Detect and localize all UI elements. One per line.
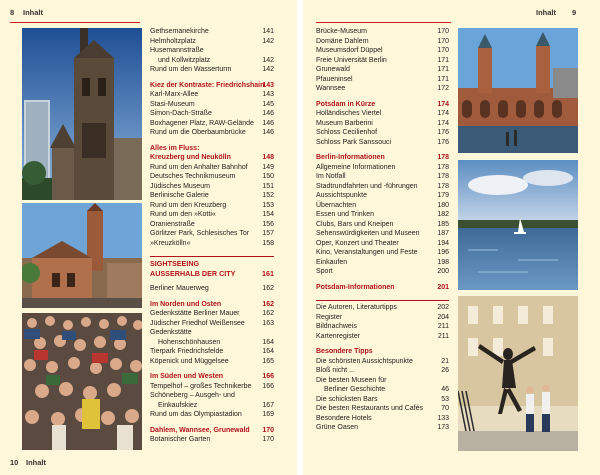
toc-right-entry <box>316 229 449 239</box>
toc-left-entry <box>150 46 274 56</box>
toc-right-entry-title: Pfaueninsel <box>316 75 353 83</box>
photo-memorial-church <box>22 28 142 200</box>
toc-right-entry-title: Register <box>316 313 343 321</box>
toc-right-section-rule <box>316 300 449 301</box>
toc-right-entry-title: Clubs, Bars und Kneipen <box>316 220 394 228</box>
toc-right-entry-page: 174 <box>437 100 449 108</box>
toc-left-section-heading <box>150 259 274 269</box>
toc-right-entry <box>316 27 449 37</box>
toc-left-entry <box>150 382 274 392</box>
toc-right-entry <box>316 220 449 230</box>
toc-right-entry-page: 176 <box>437 129 449 136</box>
toc-right-entry-title: Sport <box>316 268 333 275</box>
toc-left-entry-title: Deutsches Technikmuseum <box>150 173 236 180</box>
toc-right-entry <box>316 128 449 138</box>
toc-right-entry-title: Grüne Oasen <box>316 424 359 431</box>
toc-left-entry <box>150 191 274 201</box>
toc-left-entry-title: Alles im Fluss: <box>150 144 200 152</box>
toc-left-entry-title: Jüdisches Museum <box>150 182 210 190</box>
toc-left-section-heading <box>150 144 274 154</box>
toc-right-entry <box>316 366 449 376</box>
toc-right-entry-page: 185 <box>437 220 449 228</box>
toc-right-entry <box>316 395 449 405</box>
toc-left-entry-title: Oranienstraße <box>150 220 195 228</box>
toc-left-entry-page: 143 <box>262 91 274 98</box>
toc-right-entry-title: Übernachten <box>316 201 357 209</box>
toc-right-entry-title: Bildnachweis <box>316 323 357 330</box>
toc-right-entry <box>316 65 449 75</box>
toc-left-column <box>150 27 274 445</box>
toc-left-entry-page: 143 <box>262 81 274 89</box>
toc-right-entry-page: 171 <box>437 56 449 64</box>
toc-right-entry <box>316 322 449 332</box>
toc-left-entry <box>150 401 274 411</box>
toc-left-entry-title: Jüdischer Friedhof Weißensee <box>150 319 245 327</box>
toc-right-entry-title: Holländisches Viertel <box>316 110 382 117</box>
toc-left-entry-title: Stasi-Museum <box>150 100 195 108</box>
toc-right-entry-title: Besondere Tipps <box>316 348 373 355</box>
toc-left-section-heading <box>150 372 274 382</box>
toc-left-entry-title: Rund um den Anhalter Bahnhof <box>150 163 248 171</box>
toc-right-entry-page: 194 <box>437 239 449 247</box>
toc-left-entry-title: Dahlem, Wannsee, Grunewald <box>150 426 250 434</box>
toc-left-entry-page: 164 <box>262 338 274 346</box>
toc-left-entry-title: AUSSERHALB DER CITY <box>150 268 236 278</box>
toc-right-entry <box>316 313 449 323</box>
toc-right-entry-page: 171 <box>437 66 449 73</box>
toc-right-entry <box>316 56 449 66</box>
toc-right-entry <box>316 303 449 313</box>
toc-left-entry <box>150 347 274 357</box>
toc-left-section-rule <box>150 256 274 257</box>
toc-right-entry-page: 211 <box>437 323 449 330</box>
toc-right-column <box>316 27 449 433</box>
toc-right-entry <box>316 163 449 173</box>
toc-right-entry <box>316 267 449 277</box>
toc-left-entry <box>150 56 274 66</box>
photo-statue <box>458 296 578 451</box>
toc-left-entry-page: 146 <box>262 119 274 127</box>
toc-left-entry <box>150 128 274 138</box>
toc-right-entry-title: Aussichtspunkte <box>316 192 367 199</box>
toc-left-entry-page: 163 <box>262 319 274 327</box>
toc-right-entry-title: Domäne Dahlem <box>316 37 369 45</box>
toc-left-entry-page: 161 <box>262 268 274 278</box>
toc-left-entry-title: Rund um das Olympiastadion <box>150 411 242 418</box>
toc-left-section-heading <box>150 81 274 91</box>
toc-left-entry-title: Botanischer Garten <box>150 436 211 443</box>
toc-right-entry <box>316 191 449 201</box>
toc-left-entry-title: Einkaufskiez <box>158 401 198 409</box>
toc-right-entry-title: Museumsdorf Düppel <box>316 47 383 54</box>
toc-left-entry-page: 142 <box>262 66 274 73</box>
toc-left-entry-page: 164 <box>262 348 274 355</box>
toc-left-entry <box>150 435 274 445</box>
toc-left-entry-title: Tempelhof – großes Technikerbe <box>150 382 252 390</box>
header-rule-left <box>10 22 140 23</box>
toc-left-entry-page: 162 <box>262 310 274 317</box>
toc-right-entry-title: Die schicksten Bars <box>316 395 378 403</box>
toc-right-entry-page: 170 <box>437 37 449 45</box>
toc-right-entry-page: 198 <box>437 258 449 266</box>
toc-right-entry-title: Einkaufen <box>316 258 348 266</box>
toc-left-entry-page: 146 <box>262 110 274 117</box>
toc-left-entry-title: Hohenschönhausen <box>158 338 221 346</box>
toc-left-entry-title: Gedenkstätte <box>150 329 192 336</box>
toc-right-entry <box>316 414 449 424</box>
toc-right-entry-page: 46 <box>441 386 449 393</box>
toc-right-entry-page: 178 <box>437 154 449 161</box>
toc-right-entry-title: Grunewald <box>316 66 350 73</box>
toc-left-entry-title: Rund um den Wasserturm <box>150 66 232 73</box>
toc-left-entry-title: Rund um die Oberbaumbrücke <box>150 129 246 136</box>
page-number-right: 9 <box>572 8 577 17</box>
page-number-left: 8 <box>10 8 15 17</box>
toc-left-spacer <box>150 248 274 254</box>
toc-right-entry-title: Oper, Konzert und Theater <box>316 239 399 247</box>
toc-right-entry-page: 53 <box>441 395 449 403</box>
toc-left-entry <box>150 328 274 338</box>
toc-left-entry <box>150 201 274 211</box>
toc-left-entry <box>150 229 274 239</box>
running-head-left: Inhalt <box>23 8 43 17</box>
toc-left-entry-title: »Kreuzkölln« <box>150 239 191 247</box>
running-head-right: Inhalt <box>536 8 556 17</box>
oberbaum-bridge-image <box>458 28 578 153</box>
toc-right-entry-title: Besondere Hotels <box>316 414 372 422</box>
toc-right-entry-title: Im Notfall <box>316 173 346 180</box>
toc-right-entry-title: Museum Barberini <box>316 119 373 127</box>
toc-right-entry-title: Schloss Cecilienhof <box>316 129 378 136</box>
toc-left-entry-page: 169 <box>262 411 274 418</box>
toc-right-entry-page: 182 <box>437 211 449 218</box>
toc-right-entry-title: Potsdam in Kürze <box>316 100 376 108</box>
toc-left-entry-title: Simon-Dach-Straße <box>150 110 212 117</box>
toc-right-entry-page: 133 <box>437 414 449 422</box>
toc-right-entry <box>316 210 449 220</box>
toc-right-entry-title: Essen und Trinken <box>316 211 374 218</box>
toc-right-section-heading <box>316 283 449 293</box>
toc-left-entry-title: Im Süden und Westen <box>150 373 223 380</box>
toc-left-section-heading <box>150 426 274 436</box>
toc-left-entry <box>150 90 274 100</box>
toc-right-entry <box>316 182 449 192</box>
toc-left-entry <box>150 100 274 110</box>
toc-left-entry-title: Berliner Mauerweg <box>150 285 209 292</box>
toc-left-entry <box>150 357 274 367</box>
toc-right-section-heading <box>316 100 449 110</box>
toc-right-entry-page: 21 <box>441 357 449 365</box>
toc-left-entry-page: 150 <box>262 173 274 180</box>
toc-left-entry-page: 153 <box>262 201 274 209</box>
toc-left-entry <box>150 182 274 192</box>
statue-image <box>458 296 578 451</box>
toc-left-entry-page: 146 <box>262 129 274 136</box>
toc-left-entry <box>150 338 274 348</box>
header-rule-right <box>316 22 451 23</box>
footer-number-left: 10 <box>10 458 19 467</box>
toc-right-entry-page: 196 <box>437 249 449 256</box>
toc-right-entry <box>316 138 449 148</box>
toc-right-entry <box>316 201 449 211</box>
toc-left-entry-page: 141 <box>262 28 274 35</box>
toc-right-entry-title: Schloss Park Sanssouci <box>316 138 392 146</box>
toc-left-entry-page: 166 <box>262 382 274 390</box>
toc-right-entry-page: 176 <box>437 138 449 146</box>
toc-right-entry-title: Die Autoren, Literaturtipps <box>316 304 397 311</box>
toc-right-entry <box>316 376 449 386</box>
toc-left-entry-page: 162 <box>262 285 274 292</box>
toc-left-entry-title: Kreuzberg und Neukölln <box>150 154 231 161</box>
toc-left-entry-page: 158 <box>262 239 274 247</box>
crowd-image <box>22 313 142 450</box>
toc-left-entry <box>150 239 274 249</box>
toc-left-entry <box>150 319 274 329</box>
toc-right-entry-title: Berliner Geschichte <box>324 386 386 393</box>
toc-left-entry-page: 149 <box>262 163 274 171</box>
footer-label-left: Inhalt <box>26 458 46 467</box>
toc-right-entry-title: Freie Universität Berlin <box>316 56 387 64</box>
toc-left-entry-page: 165 <box>262 357 274 365</box>
toc-right-entry <box>316 46 449 56</box>
toc-left-entry-page: 157 <box>262 230 274 237</box>
toc-right-entry <box>316 404 449 414</box>
toc-left-entry-title: Gethsemanekirche <box>150 28 209 35</box>
toc-right-entry-page: 187 <box>437 230 449 237</box>
toc-left-entry-title: Görlitzer Park, Schlesisches Tor <box>150 230 250 237</box>
toc-left-entry-title: Köpenick und Müggelsee <box>150 357 229 365</box>
right-page <box>303 0 600 475</box>
toc-left-entry-title: Husemannstraße <box>150 47 204 54</box>
toc-left-entry <box>150 210 274 220</box>
toc-left-section-heading <box>150 300 274 310</box>
toc-right-section-heading <box>316 153 449 163</box>
toc-right-entry-page: 26 <box>441 367 449 374</box>
toc-right-entry-page: 70 <box>441 405 449 412</box>
toc-right-spacer <box>316 292 449 298</box>
toc-left-entry-page: 167 <box>262 401 274 409</box>
toc-right-entry-title: Bloß nicht ... <box>316 367 355 374</box>
toc-left-entry-page: 152 <box>262 192 274 199</box>
toc-right-entry-page: 171 <box>437 75 449 83</box>
toc-left-entry <box>150 391 274 401</box>
toc-left-entry <box>150 65 274 75</box>
toc-right-entry-title: Die besten Restaurants und Cafés <box>316 405 424 412</box>
left-page <box>0 0 297 475</box>
toc-left-entry-page: 170 <box>262 436 274 443</box>
toc-left-entry-page: 142 <box>262 37 274 45</box>
toc-right-entry-page: 178 <box>437 173 449 180</box>
toc-right-entry <box>316 357 449 367</box>
toc-right-entry-page: 201 <box>437 283 449 291</box>
toc-right-entry-page: 180 <box>437 201 449 209</box>
toc-right-entry-page: 204 <box>437 313 449 321</box>
toc-left-entry-title: Schöneberg – Ausgeh- und <box>150 392 235 399</box>
toc-left-entry-page: 170 <box>262 426 274 434</box>
toc-left-entry-title: Rund um den »Kotti« <box>150 211 216 218</box>
toc-left-entry-title: Tierpark Friedrichsfelde <box>150 348 224 355</box>
toc-right-entry <box>316 239 449 249</box>
toc-right-entry-title: Die schönsten Aussichtspunkte <box>316 357 413 365</box>
wannsee-lake-image <box>458 160 578 290</box>
toc-right-entry-title: Brücke-Museum <box>316 28 367 35</box>
photo-wannsee-lake <box>458 160 578 290</box>
toc-left-entry-page: 142 <box>262 56 274 64</box>
toc-right-entry-title: Wannsee <box>316 85 346 92</box>
toc-right-entry-title: Stadtrundfahrten und -führungen <box>316 182 418 190</box>
toc-right-entry-page: 173 <box>437 424 449 431</box>
toc-right-entry-page: 178 <box>437 182 449 190</box>
toc-right-entry <box>316 385 449 395</box>
toc-right-entry <box>316 423 449 433</box>
toc-left-entry-title: Kiez der Kontraste: Friedrichshain <box>150 81 265 89</box>
toc-right-entry-title: Sehenswürdigkeiten und Museen <box>316 230 420 237</box>
toc-left-entry <box>150 220 274 230</box>
kreuzberg-church-image <box>22 203 142 308</box>
toc-right-entry <box>316 109 449 119</box>
toc-left-entry <box>150 172 274 182</box>
toc-right-entry-page: 178 <box>437 163 449 171</box>
photo-oberbaum-bridge <box>458 28 578 153</box>
toc-left-entry-page: 148 <box>262 154 274 161</box>
toc-left-entry <box>150 109 274 119</box>
toc-left-entry-title: Im Norden und Osten <box>150 300 222 308</box>
toc-right-entry <box>316 258 449 268</box>
toc-right-entry <box>316 84 449 94</box>
toc-right-entry-title: Potsdam-Informationen <box>316 283 395 291</box>
toc-left-entry <box>150 37 274 47</box>
toc-left-entry-page: 151 <box>262 182 274 190</box>
toc-left-entry-title: Boxhagener Platz, RAW-Gelände <box>150 119 254 127</box>
toc-left-entry-page: 156 <box>262 220 274 228</box>
toc-right-entry-page: 200 <box>437 268 449 275</box>
toc-right-entry <box>316 37 449 47</box>
photo-crowd <box>22 313 142 450</box>
toc-left-entry-title: Karl-Marx-Allee <box>150 91 199 98</box>
toc-right-entry-page: 202 <box>437 304 449 311</box>
toc-left-entry-page: 162 <box>262 300 274 308</box>
toc-left-entry <box>150 27 274 37</box>
toc-right-entry-title: Allgemeine Informationen <box>316 163 396 171</box>
toc-left-entry <box>150 309 274 319</box>
toc-left-entry-title: SIGHTSEEING <box>150 259 200 268</box>
toc-left-entry-page: 154 <box>262 211 274 218</box>
toc-right-entry-page: 172 <box>437 85 449 92</box>
toc-left-entry-page: 145 <box>262 100 274 108</box>
toc-right-entry-page: 170 <box>437 28 449 35</box>
toc-right-entry-page: 170 <box>437 47 449 54</box>
toc-left-entry <box>150 284 274 294</box>
toc-right-entry <box>316 332 449 342</box>
toc-left-entry-title: Helmholtzplatz <box>150 37 196 45</box>
memorial-church-image <box>22 28 142 200</box>
toc-left-section-heading <box>150 269 274 279</box>
toc-left-entry-title: und Kollwitzplatz <box>158 56 211 64</box>
toc-left-entry <box>150 119 274 129</box>
toc-right-entry <box>316 75 449 85</box>
toc-left-entry-title: Berlinische Galerie <box>150 192 209 199</box>
toc-right-entry-title: Kartenregister <box>316 332 360 340</box>
photo-kreuzberg-church <box>22 203 142 308</box>
toc-right-entry-title: Die besten Museen für <box>316 376 387 384</box>
toc-right-entry-title: Kino, Veranstaltungen und Feste <box>316 249 418 256</box>
toc-left-entry-title: Rund um den Kreuzberg <box>150 201 227 209</box>
toc-right-entry-title: Berlin-Informationen <box>316 154 385 161</box>
toc-left-entry-page: 166 <box>262 373 274 380</box>
toc-right-entry-page: 179 <box>437 192 449 199</box>
toc-left-entry-title: Gedenkstätte Berliner Mauer <box>150 310 240 317</box>
toc-right-entry-page: 211 <box>437 332 449 340</box>
toc-right-entry <box>316 172 449 182</box>
toc-right-entry <box>316 119 449 129</box>
toc-right-entry-page: 174 <box>437 110 449 117</box>
toc-left-section-heading <box>150 153 274 163</box>
toc-right-entry <box>316 248 449 258</box>
toc-left-entry <box>150 163 274 173</box>
toc-left-entry <box>150 410 274 420</box>
toc-right-section-heading <box>316 347 449 357</box>
toc-right-entry-page: 174 <box>437 119 449 127</box>
